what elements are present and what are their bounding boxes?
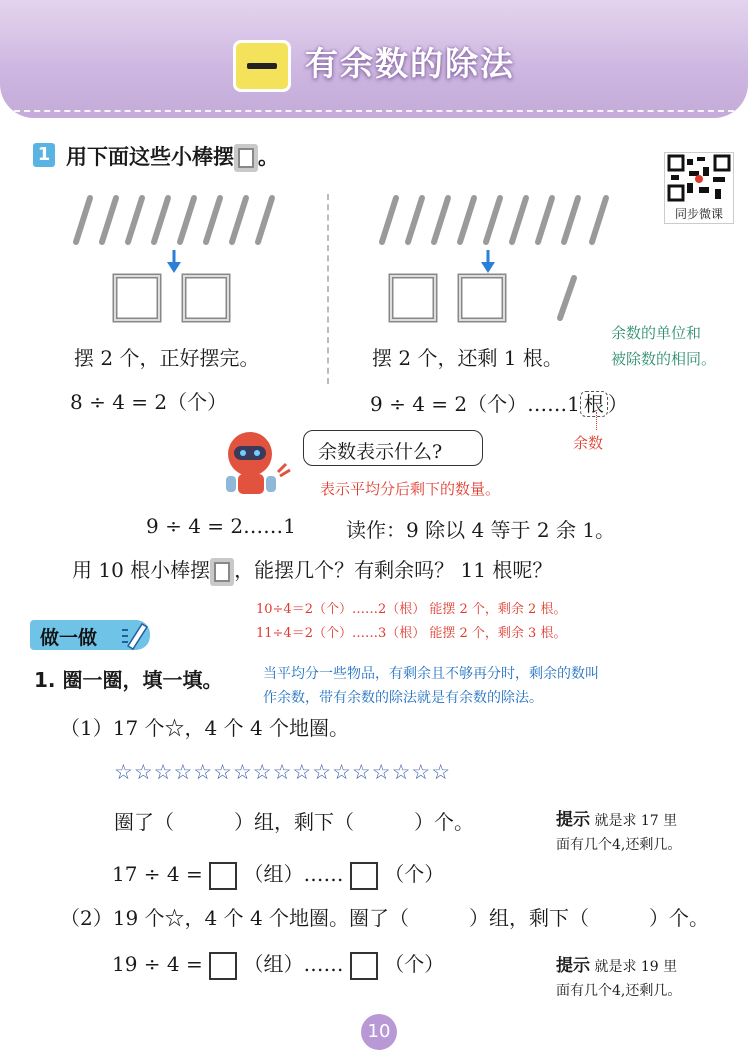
sticks-right: [374, 192, 614, 250]
hint-2-line1: 就是求 19 里: [594, 959, 678, 975]
remainder-box[interactable]: [350, 862, 378, 890]
eq1-unit-group: （组）……: [243, 862, 344, 886]
arrow-down-icon: [164, 250, 184, 274]
section-prompt: [66, 141, 279, 172]
question-before: 用 10 根小棒摆: [72, 558, 211, 582]
definition-line2: 作余数，带有余数的除法就是有余数的除法。: [263, 690, 543, 706]
two-squares-left: [110, 272, 240, 324]
right-equation-main: 9 ÷ 4 = 2（个）……1: [370, 392, 580, 416]
read-equation: 9 ÷ 4 = 2……1: [146, 514, 296, 538]
read-label: 读作：9 除以 4 等于 2 余 1。: [346, 518, 616, 542]
qr-code[interactable]: [664, 152, 734, 224]
practice-banner-label: 做一做: [40, 627, 98, 649]
answer-10: 10÷4＝2（个）……2（根） 能摆 2 个，剩余 2 根。: [256, 602, 567, 617]
sticks-left: [68, 192, 278, 250]
qr-label: 同步微课: [674, 207, 723, 221]
part-2-label[interactable]: （2）19 个☆，4 个 4 个地圈。圈了（ ）组，剩下（ ）个。: [60, 906, 710, 930]
star-row: ☆☆☆☆☆☆☆☆☆☆☆☆☆☆☆☆☆: [114, 760, 452, 784]
prompt-text: 用下面这些小棒摆: [66, 145, 234, 169]
eq2-unit-ge: （个）: [384, 952, 445, 976]
square-shape-icon: [210, 558, 234, 586]
speech-bubble: [303, 430, 483, 466]
page-title: 有余数的除法: [305, 44, 515, 83]
hint-1-line2: 面有几个4,还剩几。: [556, 837, 682, 853]
hint-label: 提示: [556, 810, 590, 830]
question-1-title: 1. 圈一圈，填一填。: [34, 668, 223, 692]
robot-icon: [216, 426, 292, 496]
part-1-fill[interactable]: 圈了（ ）组，剩下（ ）个。: [114, 810, 474, 834]
prompt-end: 。: [258, 145, 279, 169]
hint-1: [556, 808, 681, 857]
eq2-unit-group: （组）……: [243, 952, 344, 976]
remainder-pointer: [596, 412, 597, 430]
stick-question: [72, 554, 552, 586]
remainder-box[interactable]: [350, 952, 378, 980]
hint-2-line2: 面有几个4,还剩几。: [556, 983, 682, 999]
square-shape-icon: [234, 144, 258, 172]
definition-line1: 当平均分一些物品，有剩余且不够再分时，剩余的数叫: [263, 666, 599, 682]
practice-banner: [30, 620, 150, 650]
unit-note: [611, 320, 716, 372]
section-number: 1: [33, 143, 55, 167]
right-equation-close: ）: [607, 392, 628, 416]
unit-note-line2: 被除数的相同。: [611, 350, 717, 368]
remainder-note: 余数: [573, 434, 604, 452]
answer-11: 11÷4＝2（个）……3（根） 能摆 2 个，剩余 3 根。: [256, 626, 567, 641]
right-equation: [370, 388, 628, 417]
definition-note: [263, 662, 745, 710]
robot-question: 余数表示什么?: [318, 441, 443, 463]
chapter-dash-icon: [247, 63, 277, 69]
page-number: 10: [361, 1014, 397, 1050]
eq1-unit-ge: （个）: [384, 862, 445, 886]
quotient-box[interactable]: [209, 952, 237, 980]
column-divider: [327, 194, 329, 384]
quotient-box[interactable]: [209, 862, 237, 890]
two-squares-right: [386, 272, 586, 324]
hint-2: [556, 954, 681, 1003]
qr-code-icon: [665, 153, 733, 203]
left-equation: 8 ÷ 4 = 2（个）: [70, 390, 228, 414]
right-caption: 摆 2 个，还剩 1 根。: [372, 346, 563, 370]
question-after: ，能摆几个？有剩余吗？ 11 根呢？: [234, 558, 553, 582]
robot-answer: 表示平均分后剩下的数量。: [320, 480, 501, 498]
eq1-lhs: 17 ÷ 4 =: [112, 862, 203, 886]
hint-1-line1: 就是求 17 里: [594, 813, 678, 829]
unit-note-line1: 余数的单位和: [611, 324, 702, 342]
hint-label: 提示: [556, 956, 590, 976]
chapter-mark: [233, 40, 291, 92]
arrow-down-icon: [478, 250, 498, 274]
part-2-equation: [112, 948, 444, 980]
eq2-lhs: 19 ÷ 4 =: [112, 952, 203, 976]
pen-icon: [122, 620, 152, 652]
part-1-equation: [112, 858, 444, 890]
unit-box: 根: [580, 391, 608, 417]
left-caption: 摆 2 个，正好摆完。: [74, 346, 260, 370]
part-1-label: （1）17 个☆，4 个 4 个地圈。: [60, 716, 350, 740]
